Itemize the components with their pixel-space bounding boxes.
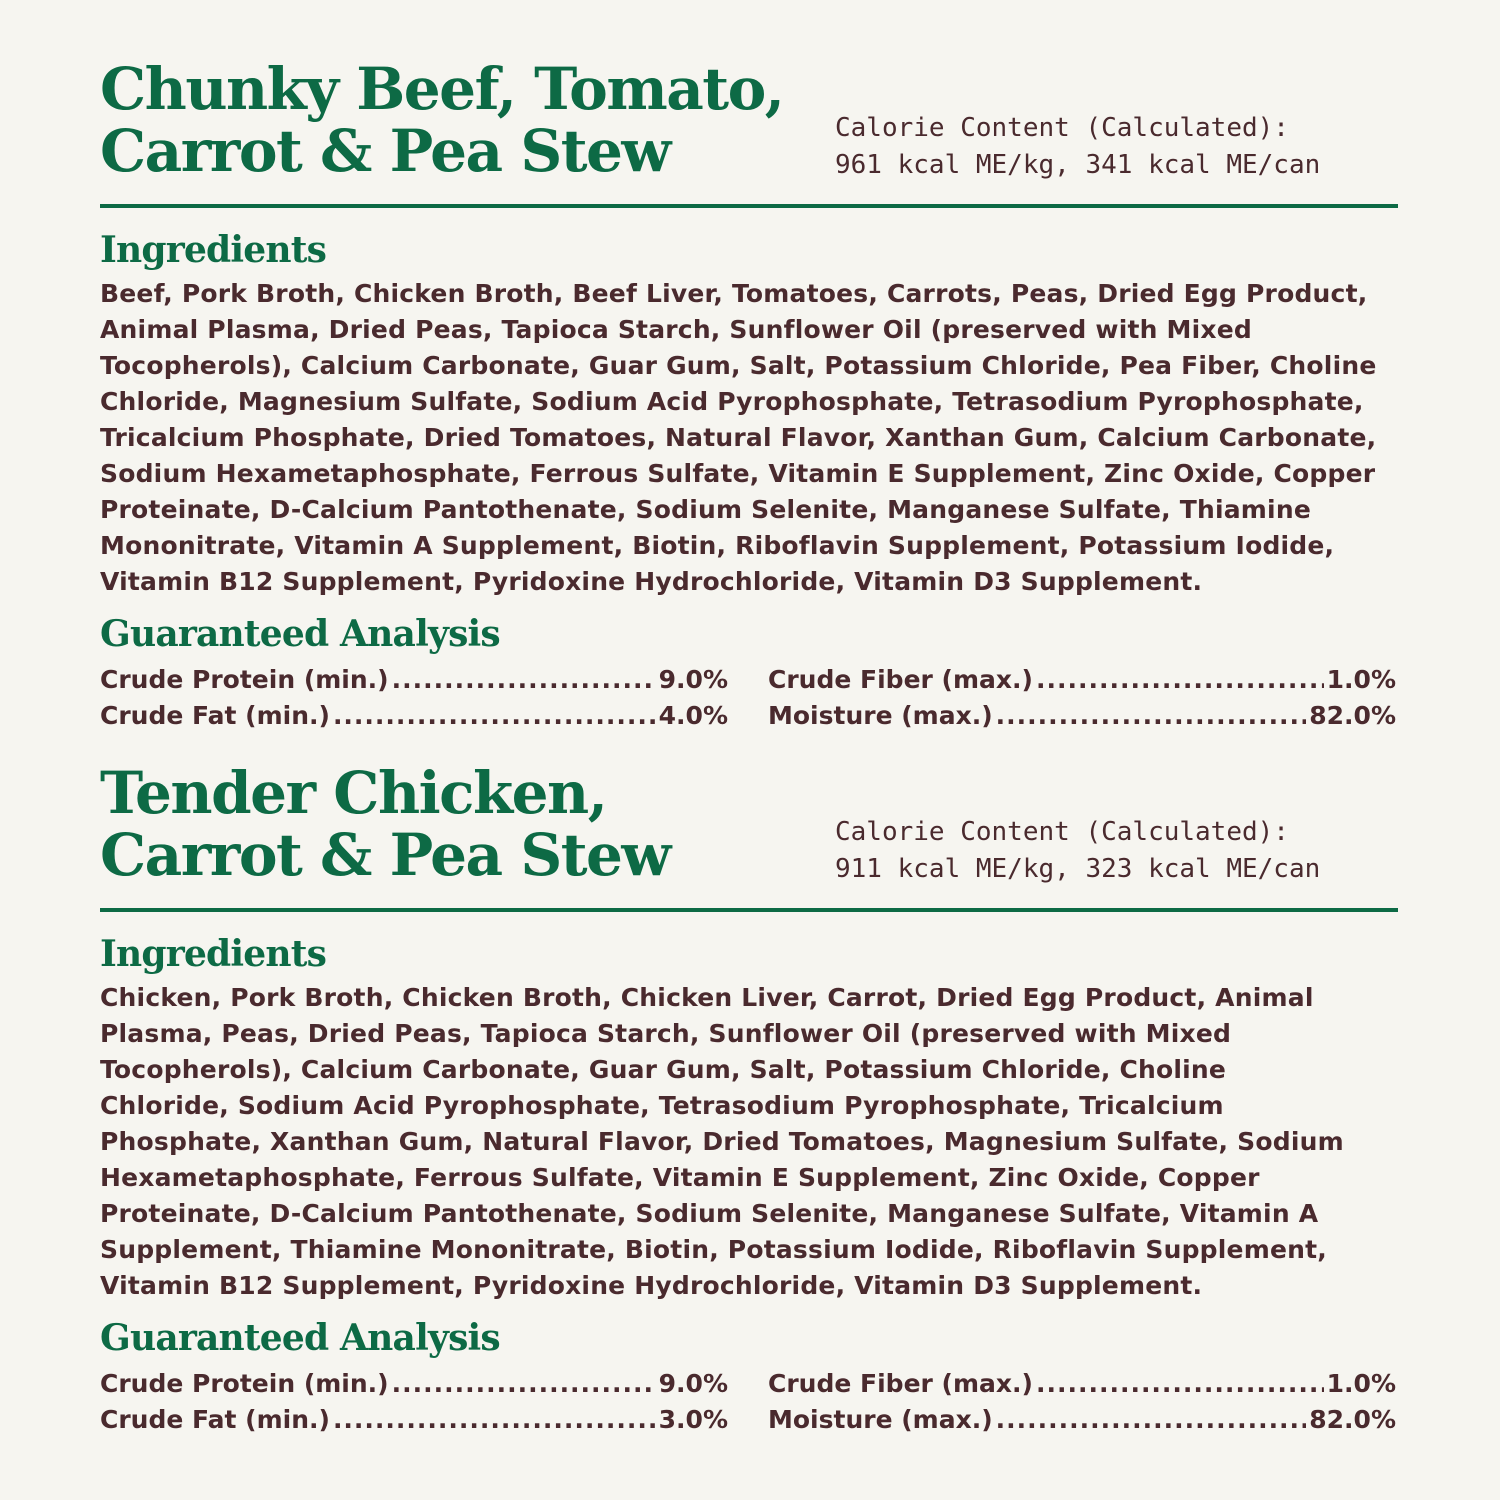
ingredients-line: Supplement, Thiamine Mononitrate, Biotin, Potassium Iodide, Riboflavin Supplement, — [100, 1235, 1327, 1264]
ingredients-line: Sodium Hexametaphosphate, Ferrous Sulfate, Vitamin E Supplement, Zinc Oxide, Copper — [100, 459, 1376, 488]
ingredients-line: Vitamin B12 Supplement, Pyridoxine Hydrochloride, Vitamin D3 Supplement. — [100, 567, 1203, 596]
calorie-content — [835, 814, 1320, 888]
analysis-row-moisture — [768, 698, 1396, 734]
ingredients-line: Hexametaphosphate, Ferrous Sulfate, Vitamin E Supplement, Zinc Oxide, Copper — [100, 1163, 1260, 1192]
divider-rule — [100, 204, 1398, 208]
ingredients-line: Tocopherols), Calcium Carbonate, Guar Gum, Salt, Potassium Chloride, Choline — [100, 1055, 1227, 1084]
leader-dots — [392, 1366, 656, 1402]
ingredients-line: Chloride, Magnesium Sulfate, Sodium Acid Pyrophosphate, Tetrasodium Pyrophosphate, — [100, 387, 1364, 416]
ingredients-line: Proteinate, D-Calcium Pantothenate, Sodium Selenite, Manganese Sulfate, Vitamin A — [100, 1199, 1319, 1228]
leader-dots — [392, 662, 656, 698]
analysis-value: 4.0% — [658, 701, 728, 730]
analysis-row-protein — [100, 662, 728, 698]
analysis-label: Crude Protein (min.) — [100, 1369, 389, 1398]
leader-dots — [333, 1402, 656, 1438]
ingredients-line: Tocopherols), Calcium Carbonate, Guar Gum, Salt, Potassium Chloride, Pea Fiber, Choline — [100, 351, 1377, 380]
ingredients-line: Tricalcium Phosphate, Dried Tomatoes, Natural Flavor, Xanthan Gum, Calcium Carbonate, — [100, 423, 1377, 452]
calorie-label: Calorie Content (Calculated): — [835, 817, 1289, 847]
ingredients-line: Phosphate, Xanthan Gum, Natural Flavor, Dried Tomatoes, Magnesium Sulfate, Sodium — [100, 1127, 1344, 1156]
leader-dots — [1036, 662, 1324, 698]
product-header — [100, 55, 1400, 198]
ingredients-line: Plasma, Peas, Dried Peas, Tapioca Starch, Sunflower Oil (preserved with Mixed — [100, 1019, 1232, 1048]
analysis-label: Crude Fat (min.) — [100, 701, 330, 730]
ingredients-heading: Ingredients — [100, 933, 327, 975]
ingredients-line: Animal Plasma, Dried Peas, Tapioca Starch, Sunflower Oil (preserved with Mixed — [100, 315, 1252, 344]
analysis-row-protein — [100, 1366, 728, 1402]
product-section-beef — [100, 55, 1400, 730]
ingredients-line: Chicken, Pork Broth, Chicken Broth, Chicken Liver, Carrot, Dried Egg Product, Animal — [100, 983, 1314, 1012]
analysis-label: Moisture (max.) — [768, 1405, 993, 1434]
leader-dots — [996, 698, 1307, 734]
analysis-label: Crude Fat (min.) — [100, 1405, 330, 1434]
analysis-row-fiber — [768, 1366, 1396, 1402]
leader-dots — [996, 1402, 1307, 1438]
ingredients-line: Chloride, Sodium Acid Pyrophosphate, Tetrasodium Pyrophosphate, Tricalcium — [100, 1091, 1224, 1120]
product-title-line: Carrot & Pea Stew — [100, 117, 670, 185]
analysis-label: Crude Protein (min.) — [100, 665, 389, 694]
leader-dots — [1036, 1366, 1324, 1402]
analysis-label: Crude Fiber (max.) — [768, 1369, 1033, 1398]
leader-dots — [333, 698, 656, 734]
analysis-row-fiber — [768, 662, 1396, 698]
analysis-value: 1.0% — [1326, 665, 1396, 694]
product-section-chicken — [100, 759, 1400, 1434]
analysis-label: Moisture (max.) — [768, 701, 993, 730]
product-title-line: Tender Chicken, — [100, 759, 607, 827]
calorie-content — [835, 110, 1320, 184]
ingredients-line: Vitamin B12 Supplement, Pyridoxine Hydrochloride, Vitamin D3 Supplement. — [100, 1271, 1203, 1300]
analysis-value: 82.0% — [1309, 701, 1396, 730]
product-title-line: Carrot & Pea Stew — [100, 821, 670, 889]
product-header — [100, 759, 1400, 902]
guaranteed-analysis-heading: Guaranteed Analysis — [100, 613, 500, 655]
product-title — [100, 55, 784, 185]
product-title-line: Chunky Beef, Tomato, — [100, 55, 784, 123]
analysis-value: 1.0% — [1326, 1369, 1396, 1398]
analysis-value: 82.0% — [1309, 1405, 1396, 1434]
product-title — [100, 759, 670, 889]
analysis-value: 9.0% — [658, 665, 728, 694]
analysis-label: Crude Fiber (max.) — [768, 665, 1033, 694]
analysis-value: 3.0% — [658, 1405, 728, 1434]
ingredients-line: Mononitrate, Vitamin A Supplement, Biotin, Riboflavin Supplement, Potassium Iodide, — [100, 531, 1335, 560]
calorie-value: 961 kcal ME/kg, 341 kcal ME/can — [835, 150, 1321, 180]
analysis-value: 9.0% — [658, 1369, 728, 1398]
ingredients-list — [100, 980, 1344, 1304]
guaranteed-analysis-heading: Guaranteed Analysis — [100, 1317, 500, 1359]
analysis-row-fat — [100, 698, 728, 734]
ingredients-heading: Ingredients — [100, 229, 327, 271]
analysis-row-fat — [100, 1402, 728, 1438]
ingredients-line: Beef, Pork Broth, Chicken Broth, Beef Liver, Tomatoes, Carrots, Peas, Dried Egg Product, — [100, 279, 1368, 308]
calorie-label: Calorie Content (Calculated): — [835, 113, 1289, 143]
ingredients-list — [100, 276, 1377, 600]
divider-rule — [100, 908, 1398, 912]
analysis-row-moisture — [768, 1402, 1396, 1438]
calorie-value: 911 kcal ME/kg, 323 kcal ME/can — [835, 854, 1321, 884]
ingredients-line: Proteinate, D-Calcium Pantothenate, Sodium Selenite, Manganese Sulfate, Thiamine — [100, 495, 1311, 524]
